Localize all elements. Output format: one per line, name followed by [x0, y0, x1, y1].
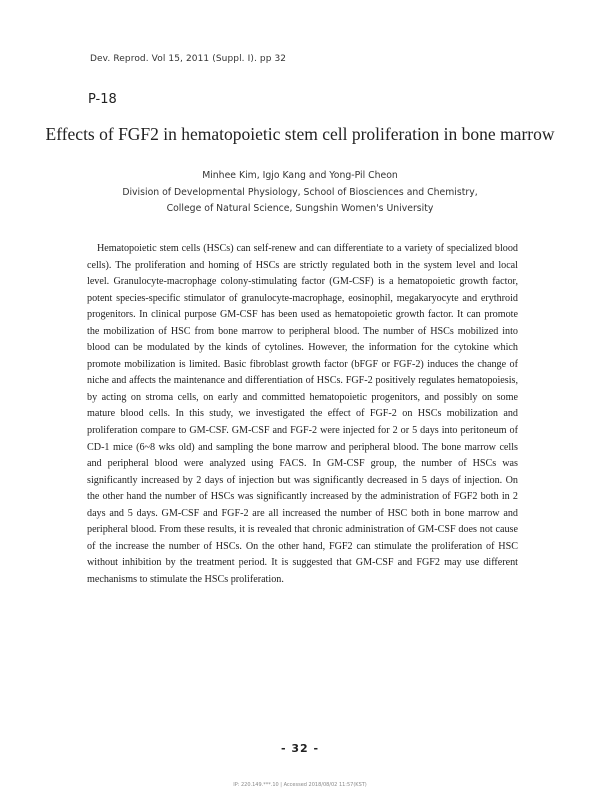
- affiliation-line-1: Division of Developmental Physiology, School of Biosciences and Chemistry,: [122, 186, 478, 198]
- affiliation-line-2: College of Natural Science, Sungshin Women's University: [166, 203, 434, 214]
- authors-line: Minhee Kim, Igjo Kang and Yong-Pil Cheon: [202, 170, 398, 181]
- paper-code: P-18: [88, 92, 117, 107]
- access-footer: IP: 220.149.***.10 | Accessed 2018/08/02 11:57(KST): [233, 782, 367, 788]
- abstract-body: Hematopoietic stem cells (HSCs) can self-renew and can differentiate to a variety of specialized blood cells). The proliferation and homing of HSCs are strictly regulated both in the system level and local level. Granulocyte-macrophage colony-stimulating factor (GM-CSF) is a hematopoietic growth factor, potent species-specific stimulator of granulocyte-macrophage, eosinophil, megakaryocyte and erythroid progenitors. In clinical purpose GM-CSF has been used as hematopoietic growth factor. It can promote the mobilization of HSC from bone marrow to peripheral blood. The number of HSCs mobilized into blood can be modulated by the kinds of cytolines. However, the information for the cytokine which promote mobilization is limited. Basic fibroblast growth factor (bFGF or FGF-2) induces the change of niche and affects the maintenance and differentiation of HSCs. FGF-2 positively regulates hematopoiesis, by acting on stroma cells, on early and committed hematopoietic progenitors, and possibly on some mature blood cells. In this study, we investigated the effect of FGF-2 on HSCs mobilization and proliferation compare to GM-CSF. GM-CSF and FGF-2 were injected for 2 or 5 days into peritoneum of CD-1 mice (6~8 wks old) and sampling the bone marrow and peripheral blood. The bone marrow cells and peripheral blood were analyzed using FACS. In GM-CSF group, the number of HSCs was significantly increased by 2 days of injection but was significantly decreased in 5 days of injection. On the other hand the number of HSCs was significantly increased by the administration of FGF2 both in 2 days and 5 days. GM-CSF and FGF-2 are all increased the number of HSC both in bone marrow and peripheral blood. From these results, it is revealed that chronic administration of GM-CSF does not cause of the increase the number of HSCs. On the other hand, FGF2 can stimulate the proliferation of HSC without inhibition by the treatment period. It is suggested that GM-CSF and FGF2 may use different mechanisms to stimulate the HSCs proliferation.: [87, 243, 518, 585]
- paper-title: Effects of FGF2 in hematopoietic stem cell proliferation in bone marrow: [45, 124, 555, 144]
- journal-citation: Dev. Reprod. Vol 15, 2011 (Suppl. I). pp 32: [90, 54, 287, 64]
- page-number: - 32 -: [280, 742, 320, 755]
- author-block: [0, 168, 600, 218]
